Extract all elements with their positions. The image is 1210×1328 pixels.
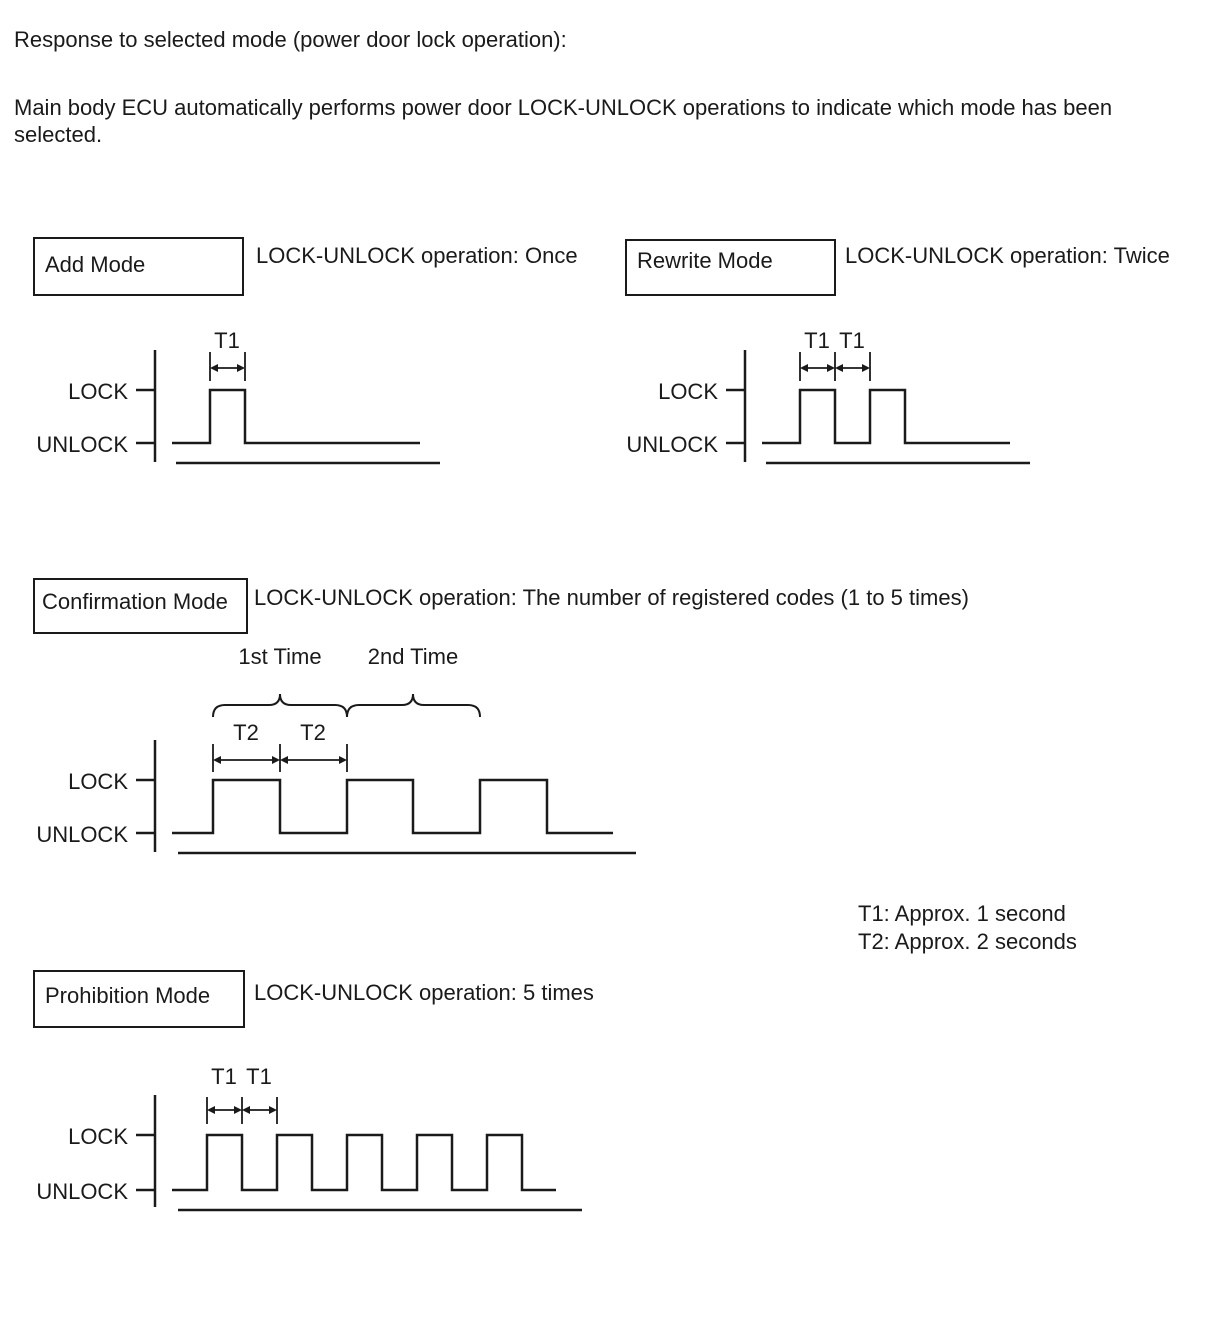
page-title: Response to selected mode (power door lock operation): [14,27,567,52]
t2-dimension-arrows [213,744,347,772]
add-t1-interval-label: T1 [214,328,240,353]
first-time-brace [213,694,347,717]
rewrite-mode-label: Rewrite Mode [637,248,773,273]
t1-dimension-arrows [210,352,245,381]
rewrite-mode-label-box [625,239,836,296]
confirmation-mode-operation: LOCK-UNLOCK operation: The number of registered codes (1 to 5 times) [254,585,969,610]
t1-note: T1: Approx. 1 second [858,901,1066,926]
confirmation-mode-label: Confirmation Mode [42,589,228,614]
second-time-brace [347,694,480,717]
prohibition-lock-label: LOCK [68,1124,128,1149]
add-mode-label: Add Mode [45,252,146,277]
pulse-train [762,390,1010,443]
rewrite-mode-operation: LOCK-UNLOCK operation: Twice [845,243,1170,268]
rewrite-t1-interval-label-1: T1 [804,328,830,353]
add-mode-timing-diagram [136,350,440,463]
confirmation-mode-timing-diagram [136,694,636,853]
cycle-braces [213,694,480,717]
rewrite-t1-interval-label-2: T1 [839,328,865,353]
add-unlock-label: UNLOCK [36,432,128,457]
page-description: Main body ECU automatically performs power door LOCK-UNLOCK operations to indicate which mode has been selected. [14,95,1113,147]
add-mode-label-box [33,237,244,296]
confirmation-t2-interval-label-2: T2 [300,720,326,745]
confirmation-mode-label-box [33,578,248,634]
first-time-caption: 1st Time [238,644,322,669]
prohibition-t1-interval-label-2: T1 [246,1064,272,1089]
prohibition-mode-operation: LOCK-UNLOCK operation: 5 times [254,980,594,1005]
rewrite-lock-label: LOCK [658,379,718,404]
confirmation-t2-interval-label-1: T2 [233,720,259,745]
second-time-caption: 2nd Time [367,644,459,669]
rewrite-mode-timing-diagram [726,350,1030,463]
add-lock-label: LOCK [68,379,128,404]
pulse-train [172,780,613,833]
prohibition-mode-label: Prohibition Mode [45,983,211,1008]
pulse-train [172,1135,556,1190]
t1-dimension-arrows [800,352,870,381]
confirmation-unlock-label: UNLOCK [36,822,128,847]
prohibition-mode-label-box [33,970,245,1028]
pulse-train [172,390,420,443]
confirmation-lock-label: LOCK [68,769,128,794]
add-mode-operation: LOCK-UNLOCK operation: Once [256,243,578,268]
prohibition-t1-interval-label-1: T1 [211,1064,237,1089]
prohibition-mode-timing-diagram [136,1095,582,1210]
rewrite-unlock-label: UNLOCK [626,432,718,457]
prohibition-unlock-label: UNLOCK [36,1179,128,1204]
t2-note: T2: Approx. 2 seconds [858,929,1077,954]
t1-dimension-arrows [207,1097,277,1124]
